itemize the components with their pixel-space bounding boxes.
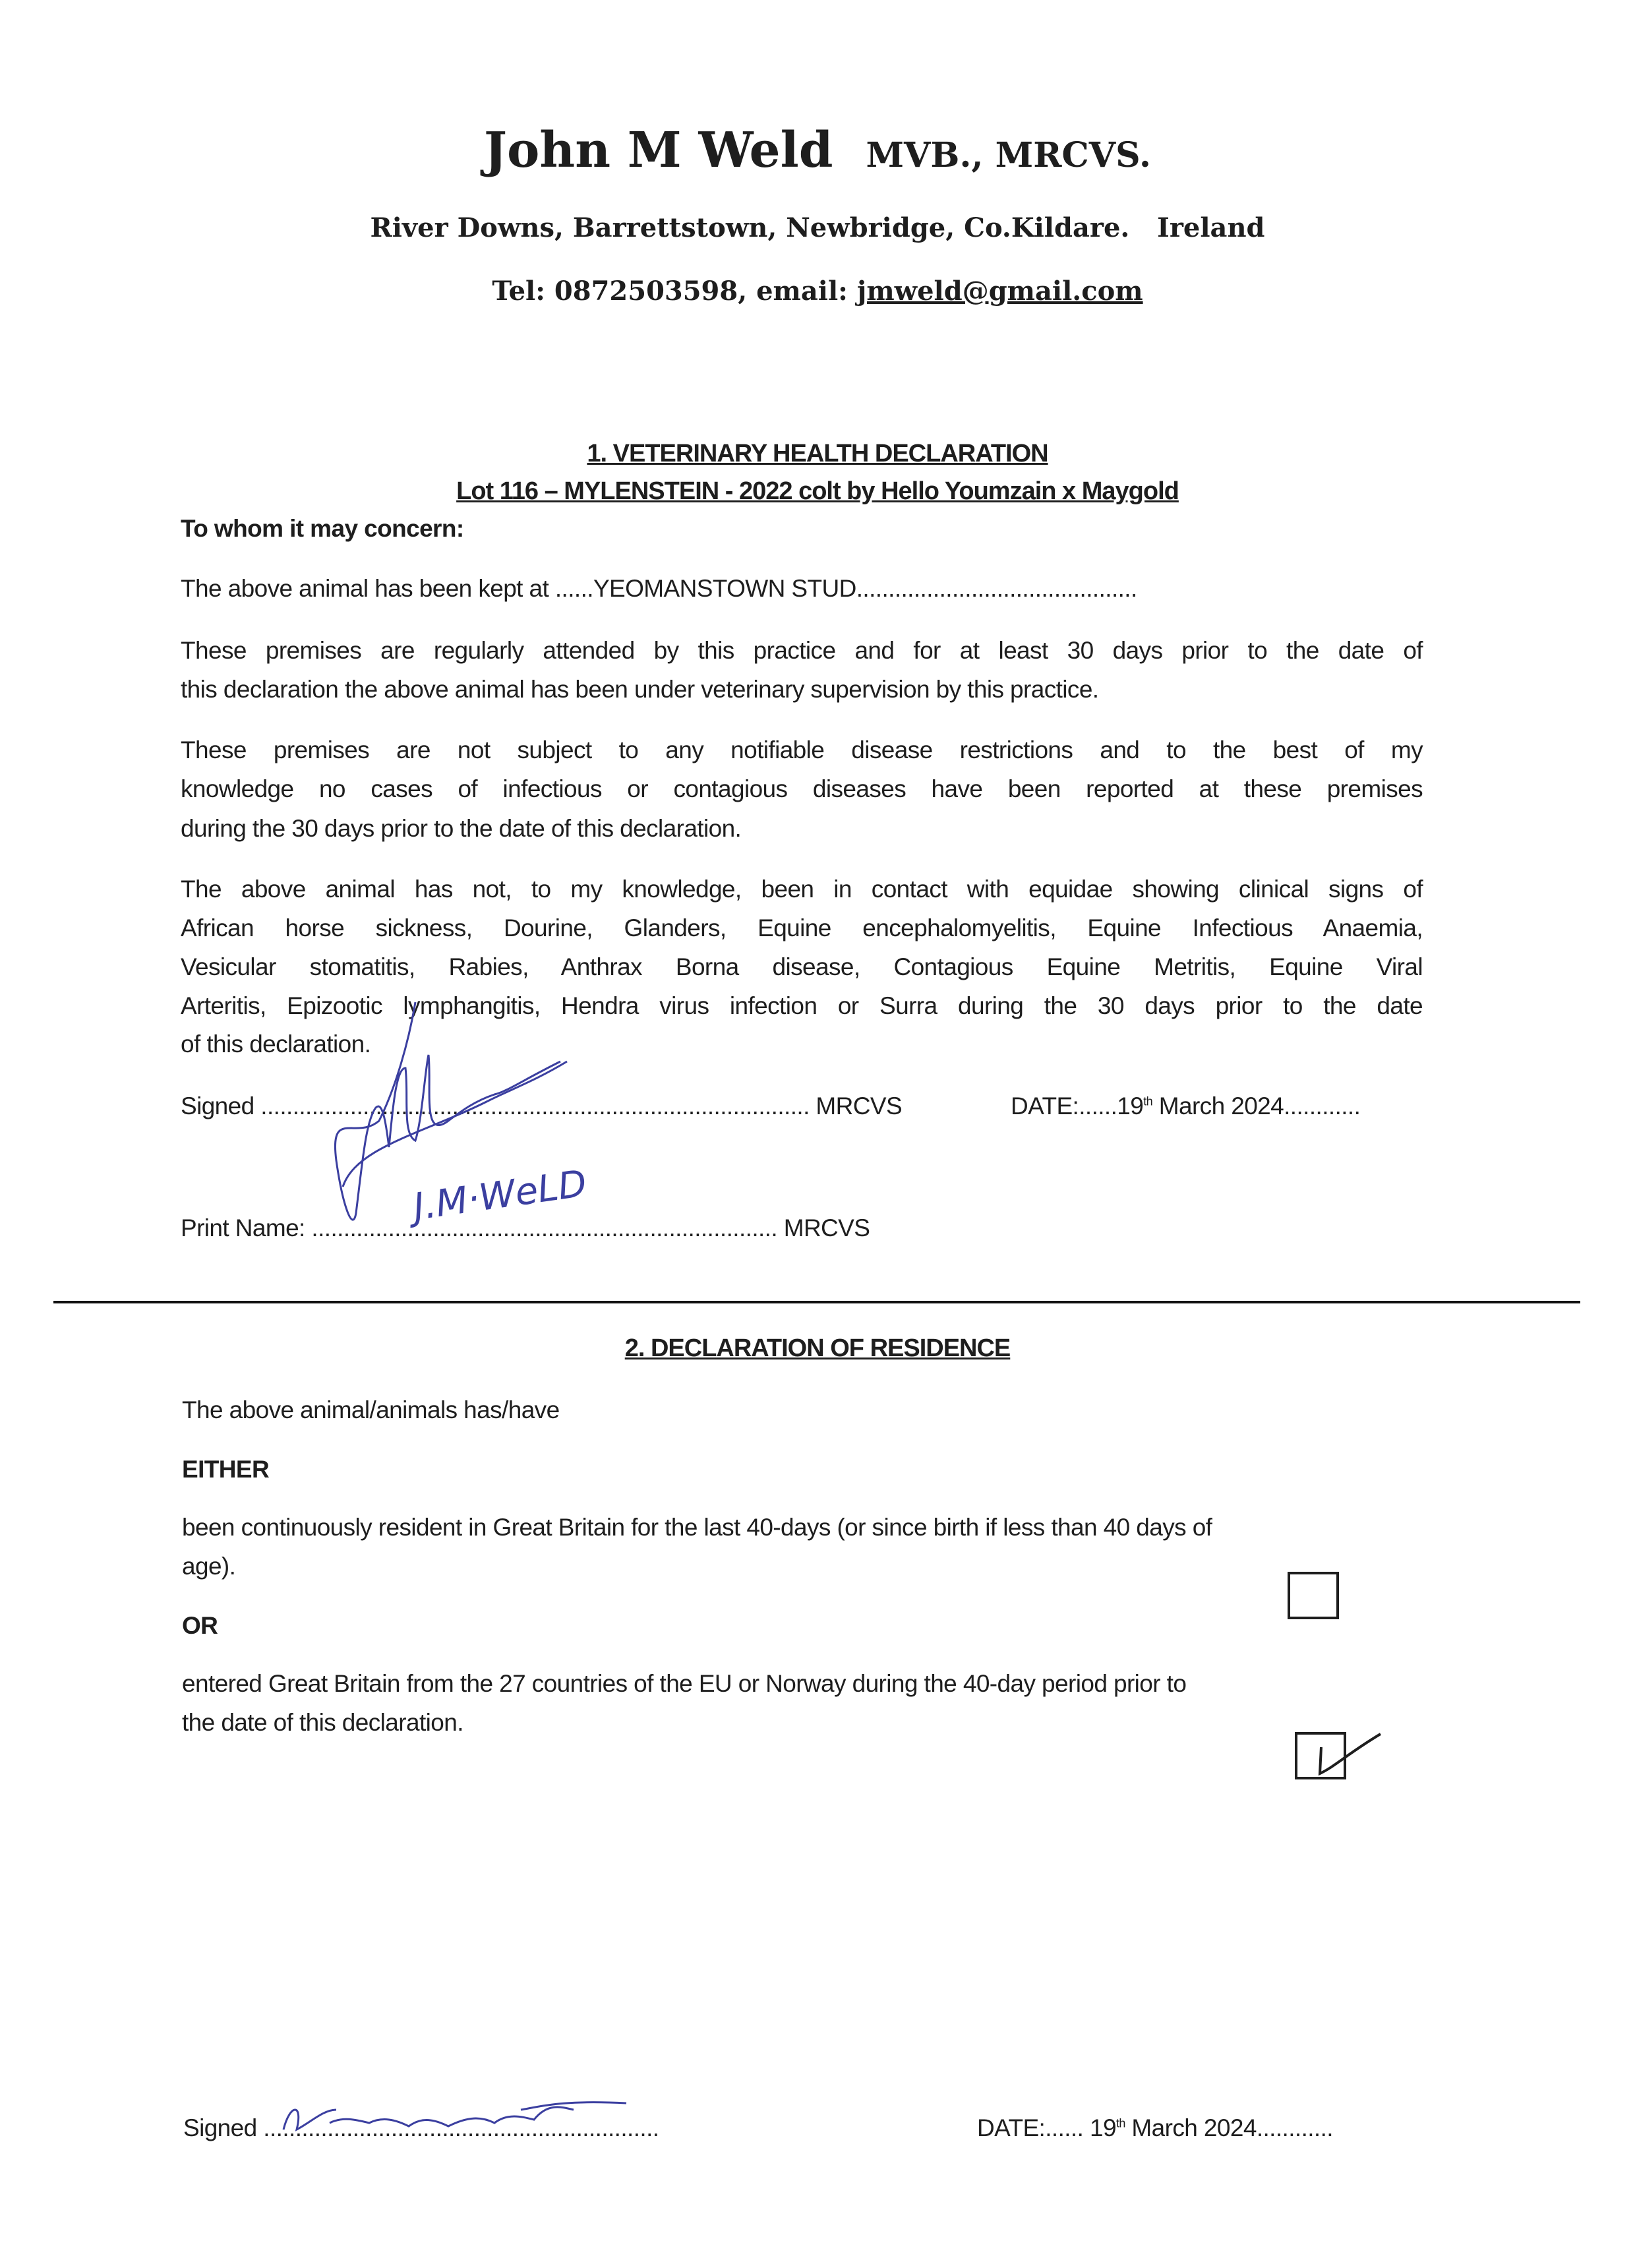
option1-line: age). <box>182 1553 236 1580</box>
option1-checkbox[interactable] <box>1288 1572 1339 1619</box>
para4-line: African horse sickness, Dourine, Glanders, Equine encephalomyelitis, Equine Infectious Anaemia, <box>181 914 1423 941</box>
letterhead-name <box>0 122 1635 179</box>
vet-signature <box>316 989 613 1253</box>
date-sup: th <box>1143 1094 1153 1108</box>
practitioner-name: John M Weld <box>484 122 833 179</box>
either-label: EITHER <box>182 1456 270 1483</box>
tel-label: Tel: 0872503598, email: <box>492 276 848 307</box>
date-sup: th <box>1115 2116 1125 2130</box>
para3-line: knowledge no cases of infectious or contagious diseases have been reported at these premises <box>181 775 1423 802</box>
salutation: To whom it may concern: <box>181 515 464 542</box>
section1-heading: 1. VETERINARY HEALTH DECLARATION <box>587 440 1048 467</box>
owner-signature <box>270 2090 639 2149</box>
print-name-line: Print Name: ......................................................................... MRCVS <box>181 1214 870 1241</box>
para4-line: of this declaration. <box>181 1030 371 1058</box>
option2-line: entered Great Britain from the 27 countries of the EU or Norway during the 40-day period prior to <box>182 1670 1187 1697</box>
option1-line: been continuously resident in Great Britain for the last 40-days (or since birth if less than 40 days of <box>182 1514 1212 1541</box>
section-divider <box>53 1301 1580 1303</box>
qualifications: MVB., MRCVS. <box>866 135 1151 175</box>
lot-title: Lot 116 – MYLENSTEIN - 2022 colt by Hello Youmzain x Maygold <box>456 477 1179 505</box>
date-label: DATE:...... 19 <box>977 2114 1116 2141</box>
date-rest: March 2024............ <box>1152 1092 1361 1119</box>
vet-printed-name-handwriting: J.M·WeLD <box>410 1162 589 1229</box>
section2-heading: 2. DECLARATION OF RESIDENCE <box>624 1334 1011 1362</box>
residence-intro: The above animal/animals has/have <box>182 1396 560 1423</box>
date-rest: March 2024............ <box>1125 2114 1333 2141</box>
para4-line: Arteritis, Epizootic lymphangitis, Hendra virus infection or Surra during the 30 days prior to the date <box>181 992 1423 1019</box>
or-label: OR <box>182 1612 218 1639</box>
vet-date <box>1011 1092 1360 1120</box>
para4-line: The above animal has not, to my knowledge, been in contact with equidae showing clinical signs of <box>181 876 1423 903</box>
owner-signed-line: Signed .............................................................. <box>183 2114 659 2141</box>
para3-line: These premises are not subject to any notifiable disease restrictions and to the best of my <box>181 736 1423 763</box>
owner-date <box>977 2114 1333 2142</box>
para3-line: during the 30 days prior to the date of this declaration. <box>181 815 742 842</box>
contact-line <box>0 276 1635 307</box>
address: River Downs, Barrettstown, Newbridge, Co.Kildare. Ireland <box>370 212 1265 243</box>
option2-line: the date of this declaration. <box>182 1709 463 1736</box>
para4-line: Vesicular stomatitis, Rabies, Anthrax Borna disease, Contagious Equine Metritis, Equine Viral <box>181 953 1423 980</box>
date-label: DATE:......19 <box>1011 1092 1144 1119</box>
para2-line: These premises are regularly attended by this practice and for at least 30 days prior to the date of <box>181 637 1423 664</box>
vet-signed-line: Signed ...................................................................................... MRCVS <box>181 1092 903 1119</box>
checkmark-icon <box>1295 1721 1394 1787</box>
para2-line: this declaration the above animal has been under veterinary supervision by this practice. <box>181 676 1099 703</box>
kept-at-line: The above animal has been kept at ......YEOMANSTOWN STUD............................................ <box>181 575 1137 602</box>
email-link[interactable]: jmweld@gmail.com <box>856 276 1143 307</box>
